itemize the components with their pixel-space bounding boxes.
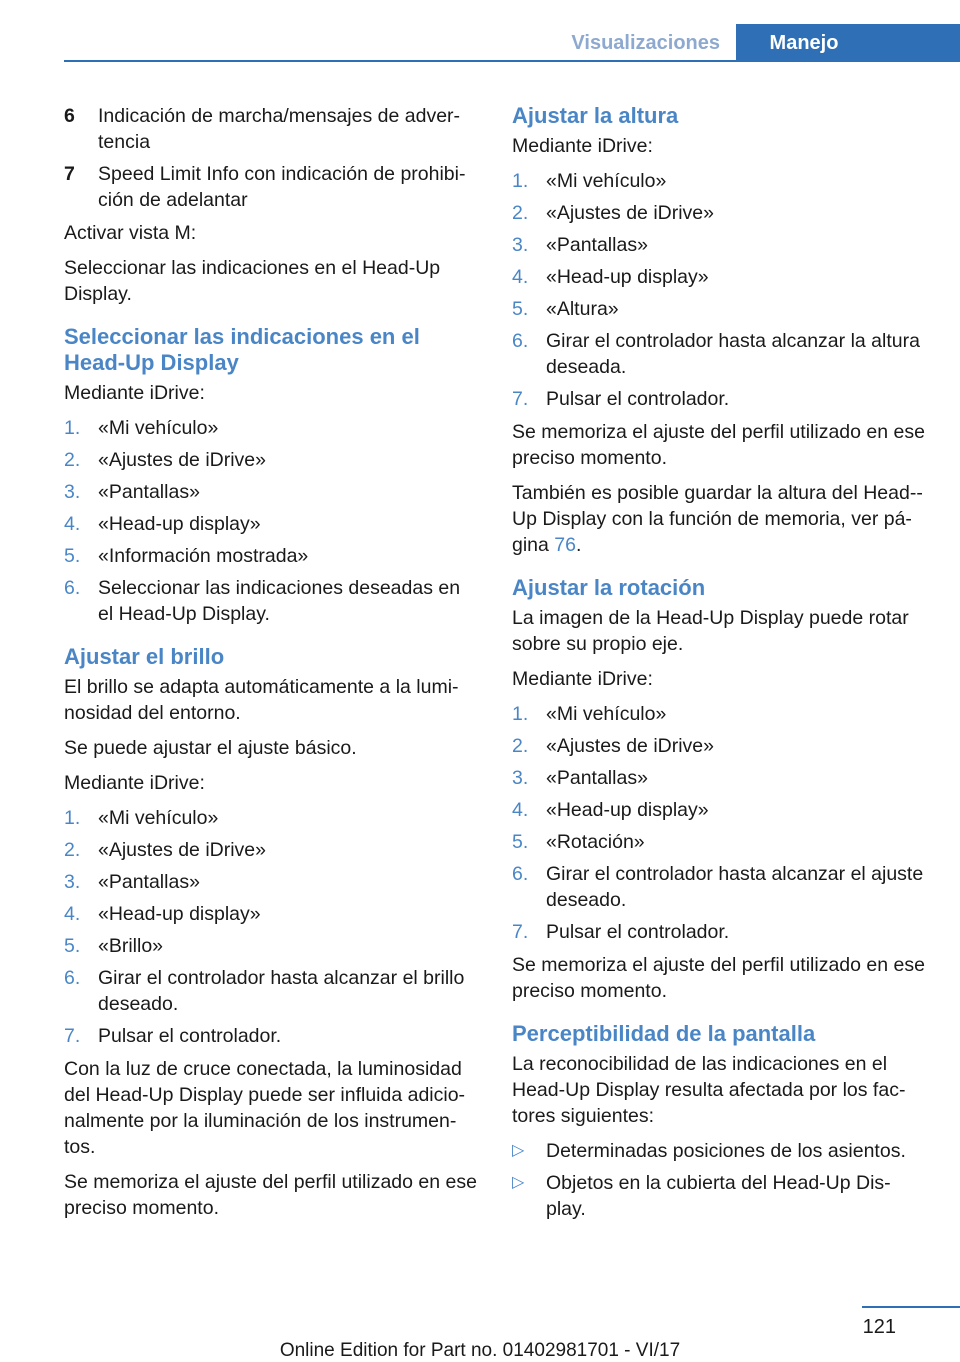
- step-text: «Mi vehículo»: [546, 703, 667, 725]
- step-number: 6.: [64, 967, 81, 989]
- list-item: [64, 511, 478, 537]
- step-number: 6.: [512, 863, 529, 885]
- step-number: 4.: [64, 513, 81, 535]
- list-item: [64, 447, 478, 473]
- step-number: 1.: [64, 807, 81, 829]
- step-number: 5.: [64, 935, 81, 957]
- step-text: «Ajustes de iDrive»: [98, 839, 266, 861]
- list-item: [64, 901, 478, 927]
- list-item: [64, 543, 478, 569]
- footer-divider: [862, 1306, 960, 1308]
- paragraph: Mediante iDrive:: [512, 135, 653, 157]
- paragraph: Se puede ajustar el ajuste básico.: [64, 737, 357, 759]
- list-item: [64, 869, 478, 895]
- step-text: «Pantallas»: [546, 234, 648, 256]
- list-item: [512, 829, 926, 855]
- step-text: «Pantallas»: [98, 481, 200, 503]
- paragraph: Mediante iDrive:: [512, 668, 653, 690]
- list-item: [64, 479, 478, 505]
- step-number: 5.: [512, 831, 529, 853]
- steps-list: [512, 168, 926, 412]
- page-link[interactable]: 76: [554, 534, 576, 556]
- item-text: Indicación de marcha/mensajes de adver‐tencia: [98, 105, 461, 153]
- paragraph: Activar vista M:: [64, 222, 197, 244]
- step-text: Girar el controlador hasta alcanzar el brillo deseado.: [98, 967, 465, 1015]
- step-text: «Head-up display»: [546, 799, 709, 821]
- paragraph: La imagen de la Head-Up Display puede rotar sobre su propio eje.: [512, 607, 909, 655]
- list-item: [512, 765, 926, 791]
- step-text: «Head-up display»: [98, 513, 261, 535]
- paragraph: Se memoriza el ajuste del perfil utilizado en ese preciso momento.: [512, 421, 925, 469]
- list-item: [64, 575, 478, 627]
- list-item: [64, 837, 478, 863]
- step-number: 4.: [64, 903, 81, 925]
- header-divider: [64, 60, 960, 62]
- list-item: [512, 296, 926, 322]
- list-item: [512, 264, 926, 290]
- item-number: 6: [64, 105, 75, 127]
- step-text: Girar el controlador hasta alcanzar la altura deseada.: [546, 330, 920, 378]
- step-text: «Información mostrada»: [98, 545, 309, 567]
- list-item: [512, 1170, 926, 1222]
- step-text: «Head-up display»: [546, 266, 709, 288]
- paragraph: La reconocibilidad de las indicaciones en el Head-Up Display resulta afectada por los fac‐tores siguientes:: [512, 1053, 906, 1127]
- step-text: Seleccionar las indicaciones deseadas en el Head-Up Display.: [98, 577, 461, 625]
- bullet-text: Determinadas posiciones de los asientos.: [546, 1140, 906, 1162]
- section-title: Perceptibilidad de la pantalla: [512, 1021, 816, 1046]
- step-text: «Altura»: [546, 298, 619, 320]
- list-item: [64, 103, 478, 155]
- step-number: 7.: [64, 1025, 81, 1047]
- section-title: Ajustar la altura: [512, 103, 679, 128]
- item-text: Speed Limit Info con indicación de prohibi‐ción de adelantar: [98, 163, 466, 211]
- list-item: [64, 415, 478, 441]
- step-text: «Head-up display»: [98, 903, 261, 925]
- paragraph: El brillo se adapta automáticamente a la lumi‐nosidad del entorno.: [64, 676, 459, 724]
- step-text: «Ajustes de iDrive»: [546, 202, 714, 224]
- step-text: «Mi vehículo»: [98, 417, 219, 439]
- list-item: [512, 200, 926, 226]
- list-item: [512, 232, 926, 258]
- step-number: 6.: [512, 330, 529, 352]
- step-number: 3.: [512, 234, 529, 256]
- paragraph: Con la luz de cruce conectada, la luminosidad del Head-Up Display puede ser influida adicio‐nalmente por la iluminación de los instrumen‐tos.: [64, 1058, 466, 1158]
- list-item: [64, 805, 478, 831]
- list-item: [512, 1138, 926, 1164]
- paragraph: Se memoriza el ajuste del perfil utilizado en ese preciso momento.: [512, 954, 925, 1002]
- step-number: 4.: [512, 266, 529, 288]
- triangle-right-icon: ▷: [512, 1174, 525, 1191]
- step-text: «Brillo»: [98, 935, 164, 957]
- list-item: [512, 168, 926, 194]
- list-item: [64, 1023, 478, 1049]
- step-text: «Ajustes de iDrive»: [546, 735, 714, 757]
- section-title: Ajustar el brillo: [64, 644, 225, 669]
- paragraph: Seleccionar las indicaciones en el Head-Up Display.: [64, 257, 441, 305]
- steps-list: [64, 805, 478, 1049]
- step-number: 7.: [512, 921, 529, 943]
- right-column: [512, 103, 926, 1229]
- step-text: «Pantallas»: [546, 767, 648, 789]
- paragraph: [512, 480, 926, 558]
- step-number: 1.: [512, 703, 529, 725]
- step-number: 4.: [512, 799, 529, 821]
- step-number: 5.: [64, 545, 81, 567]
- step-number: 2.: [512, 202, 529, 224]
- page-header: [64, 24, 960, 62]
- list-item: [64, 965, 478, 1017]
- step-text: Pulsar el controlador.: [546, 921, 730, 943]
- step-text: «Mi vehículo»: [98, 807, 219, 829]
- step-number: 2.: [512, 735, 529, 757]
- step-number: 2.: [64, 839, 81, 861]
- section-title: Seleccionar las indicaciones en el Head-Up Display: [64, 324, 420, 375]
- left-column: [64, 103, 478, 1230]
- list-item: [512, 797, 926, 823]
- step-number: 2.: [64, 449, 81, 471]
- tab-visualizaciones[interactable]: Visualizaciones: [571, 32, 720, 54]
- step-text: «Rotación»: [546, 831, 645, 853]
- step-text: Pulsar el controlador.: [546, 388, 730, 410]
- steps-list: [512, 701, 926, 945]
- list-item: [64, 161, 478, 213]
- paragraph-text: .: [576, 534, 582, 556]
- step-number: 3.: [64, 481, 81, 503]
- step-text: «Pantallas»: [98, 871, 200, 893]
- page-number: 121: [862, 1316, 896, 1338]
- edition-note: Online Edition for Part no. 01402981701 - VI/17: [279, 1340, 681, 1361]
- list-item: [512, 328, 926, 380]
- list-item: [512, 919, 926, 945]
- list-item: [64, 933, 478, 959]
- list-item: [512, 733, 926, 759]
- legend-list: [64, 103, 478, 213]
- step-number: 5.: [512, 298, 529, 320]
- step-number: 3.: [64, 871, 81, 893]
- step-text: Pulsar el controlador.: [98, 1025, 282, 1047]
- step-number: 3.: [512, 767, 529, 789]
- list-item: [512, 861, 926, 913]
- triangle-right-icon: ▷: [512, 1142, 525, 1159]
- step-number: 1.: [512, 170, 529, 192]
- paragraph: Mediante iDrive:: [64, 382, 205, 404]
- section-title: Ajustar la rotación: [512, 575, 706, 600]
- step-text: Girar el controlador hasta alcanzar el ajuste deseado.: [546, 863, 924, 911]
- paragraph-text: También es posible guardar la altura del Head-‐Up Display con la función de memoria, ver pá‐gina: [512, 482, 923, 556]
- tab-manejo[interactable]: Manejo: [736, 24, 960, 62]
- bullet-text: Objetos en la cubierta del Head-Up Dis‐play.: [546, 1172, 891, 1220]
- step-number: 7.: [512, 388, 529, 410]
- steps-list: [64, 415, 478, 627]
- item-number: 7: [64, 163, 75, 185]
- paragraph: Se memoriza el ajuste del perfil utilizado en ese preciso momento.: [64, 1171, 477, 1219]
- paragraph: Mediante iDrive:: [64, 772, 205, 794]
- list-item: [512, 386, 926, 412]
- step-text: «Ajustes de iDrive»: [98, 449, 266, 471]
- step-number: 6.: [64, 577, 81, 599]
- list-item: [512, 701, 926, 727]
- bullet-list: [512, 1138, 926, 1222]
- step-number: 1.: [64, 417, 81, 439]
- step-text: «Mi vehículo»: [546, 170, 667, 192]
